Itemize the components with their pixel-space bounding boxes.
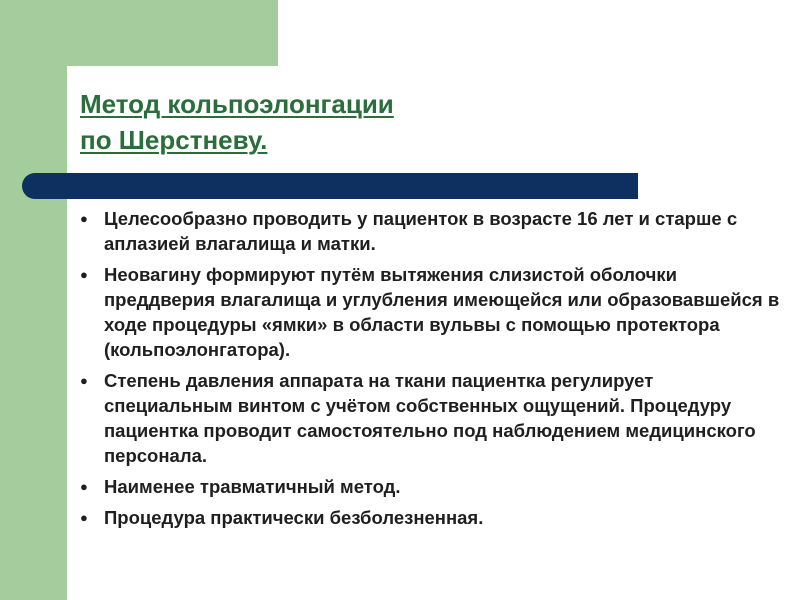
bullet-text: Неовагину формируют путём вытяжения слизистой оболочки преддверия влагалища и углубления имеющейся или образовавшейся в ходе процедуры «ямки» в области вульвы с помощью протектора (кольпоэлонгатора). — [104, 264, 780, 360]
bullet-text: Процедура практически безболезненная. — [104, 507, 484, 528]
bullet-dot-icon: ● — [80, 267, 88, 282]
title-line-1: Метод кольпоэлонгации — [80, 89, 394, 119]
bullet-item — [80, 262, 780, 362]
title-divider-bar — [22, 173, 638, 199]
bullet-item — [80, 505, 780, 530]
bullet-item — [80, 474, 780, 499]
bullet-list — [80, 206, 780, 536]
green-decor-top — [0, 0, 278, 66]
bullet-dot-icon: ● — [80, 211, 88, 226]
title-line-2: по Шерстневу. — [80, 125, 268, 155]
green-decor-vertical — [0, 0, 67, 600]
bullet-dot-icon: ● — [80, 373, 88, 388]
bullet-item — [80, 368, 780, 468]
slide-title — [80, 86, 394, 158]
bullet-item — [80, 206, 780, 256]
bullet-text: Степень давления аппарата на ткани пациентка регулирует специальным винтом с учётом собственных ощущений. Процедуру пациентка проводит самостоятельно под наблюдением медицинского персонала. — [104, 370, 756, 466]
bullet-text: Целесообразно проводить у пациенток в возрасте 16 лет и старше с аплазией влагалища и матки. — [104, 208, 738, 254]
bullet-text: Наименее травматичный метод. — [104, 476, 401, 497]
bullet-dot-icon: ● — [80, 479, 88, 494]
bullet-dot-icon: ● — [80, 510, 88, 525]
